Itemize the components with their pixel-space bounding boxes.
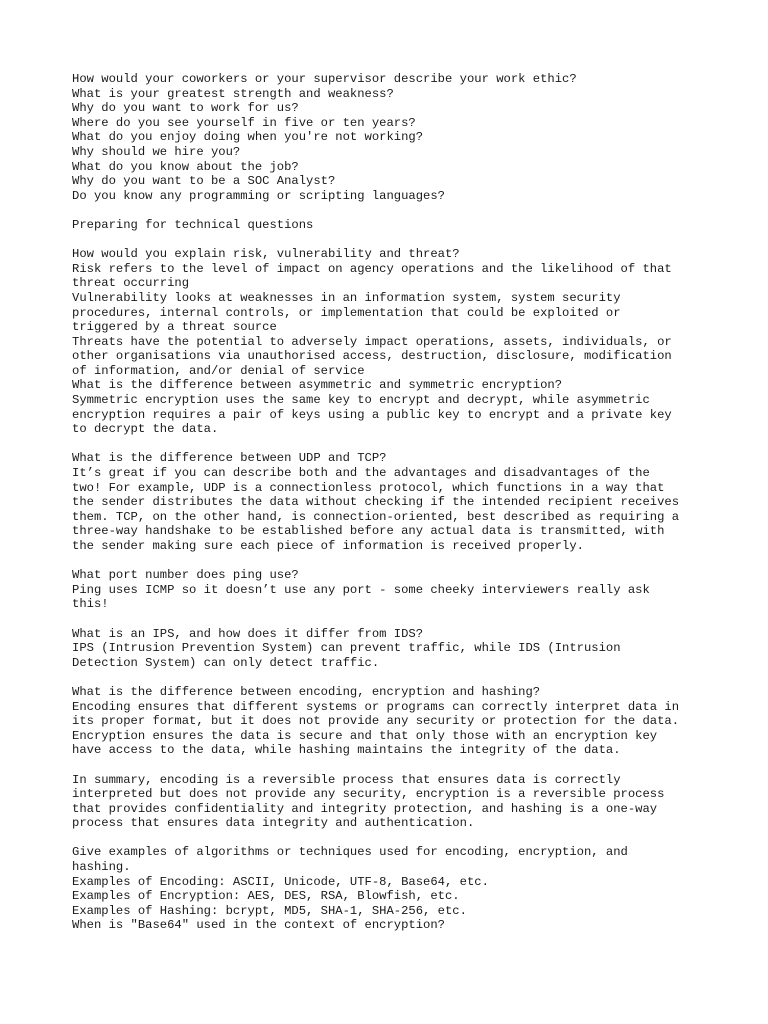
text-line: this! (72, 597, 109, 612)
text-line: Examples of Hashing: bcrypt, MD5, SHA-1, SHA-256, etc. (72, 903, 467, 918)
text-line: What is an IPS, and how does it differ from IDS? (72, 626, 424, 641)
text-line: Why should we hire you? (72, 144, 241, 159)
text-line: encryption requires a pair of keys using a public key to encrypt and a private key (72, 407, 672, 422)
blank-line (72, 831, 712, 846)
text-line: hashing. (72, 860, 131, 875)
text-line: Ping uses ICMP so it doesn’t use any port - some cheeky interviewers really ask (72, 582, 650, 597)
text-line: Do you know any programming or scripting languages? (72, 188, 445, 203)
text-line: Examples of Encryption: AES, DES, RSA, Blowfish, etc. (72, 889, 460, 904)
text-line: Symmetric encryption uses the same key to encrypt and decrypt, while asymmetric (72, 393, 650, 408)
blank-line (72, 203, 712, 218)
text-line: the sender distributes the data without checking if the intended recipient receives (72, 495, 680, 510)
text-line: threat occurring (72, 276, 190, 291)
blank-line (72, 554, 712, 569)
text-line: other organisations via unauthorised access, destruction, disclosure, modification (72, 349, 672, 364)
text-line: What is the difference between UDP and TCP? (72, 451, 387, 466)
blank-line (72, 233, 712, 248)
text-line: Encryption ensures the data is secure and that only those with an encryption key (72, 728, 658, 743)
text-line: What is your greatest strength and weakness? (72, 86, 394, 101)
text-line: Where do you see yourself in five or ten years? (72, 115, 416, 130)
text-line: Risk refers to the level of impact on agency operations and the likelihood of that (72, 261, 672, 276)
text-line: What port number does ping use? (72, 568, 299, 583)
blank-line (72, 612, 712, 627)
text-line: What do you know about the job? (72, 159, 299, 174)
text-line: How would your coworkers or your supervisor describe your work ethic? (72, 72, 577, 86)
text-line: process that ensures data integrity and authentication. (72, 816, 475, 831)
text-line: Threats have the potential to adversely impact operations, assets, individuals, or (72, 334, 672, 349)
text-line: Encoding ensures that different systems or programs can correctly interpret data in (72, 699, 680, 714)
text-line: its proper format, but it does not provide any security or protection for the data. (72, 714, 680, 729)
text-line: How would you explain risk, vulnerability and threat? (72, 247, 460, 262)
blank-line (72, 758, 712, 773)
text-line: three-way handshake to be established before any actual data is transmitted, with (72, 524, 665, 539)
text-line: have access to the data, while hashing maintains the integrity of the data. (72, 743, 621, 758)
text-line: two! For example, UDP is a connectionless protocol, which functions in a way that (72, 480, 665, 495)
text-line: When is "Base64" used in the context of encryption? (72, 918, 445, 933)
blank-line (72, 670, 712, 685)
text-line: What is the difference between asymmetric and symmetric encryption? (72, 378, 563, 393)
text-line: to decrypt the data. (72, 422, 219, 437)
blank-line (72, 437, 712, 452)
text-line: It’s great if you can describe both and the advantages and disadvantages of the (72, 466, 650, 481)
text-line: that provides confidentiality and integrity protection, and hashing is a one-way (72, 801, 658, 816)
text-line: interpreted but does not provide any security, encryption is a reversible process (72, 787, 665, 802)
text-line: Preparing for technical questions (72, 217, 314, 232)
text-line: Why do you want to be a SOC Analyst? (72, 174, 336, 189)
text-line: IPS (Intrusion Prevention System) can prevent traffic, while IDS (Intrusion (72, 641, 621, 656)
text-line: Examples of Encoding: ASCII, Unicode, UTF-8, Base64, etc. (72, 874, 489, 889)
text-line: Vulnerability looks at weaknesses in an information system, system security (72, 290, 621, 305)
text-line: procedures, internal controls, or implementation that could be exploited or (72, 305, 621, 320)
text-line: them. TCP, on the other hand, is connection-oriented, best described as requiring a (72, 509, 680, 524)
document-page (72, 72, 712, 933)
text-line: the sender making sure each piece of information is received properly. (72, 539, 584, 553)
text-line: Why do you want to work for us? (72, 101, 299, 116)
text-line: Give examples of algorithms or techniques used for encoding, encryption, and (72, 845, 628, 860)
text-line: triggered by a threat source (72, 320, 277, 335)
text-line: What do you enjoy doing when you're not working? (72, 130, 424, 145)
text-line: of information, and/or denial of service (72, 363, 365, 378)
text-line: What is the difference between encoding, encryption and hashing? (72, 684, 541, 699)
text-line: Detection System) can only detect traffic. (72, 655, 380, 670)
text-line: In summary, encoding is a reversible process that ensures data is correctly (72, 772, 621, 787)
